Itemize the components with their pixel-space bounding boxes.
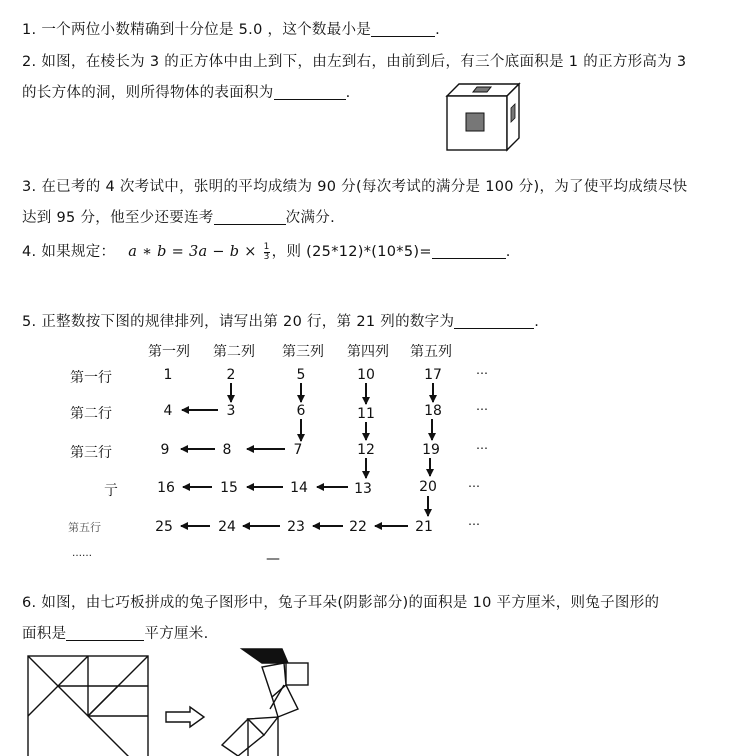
q4-frac-den: 3 — [263, 251, 270, 262]
cell-r5-c1: 25 — [155, 519, 173, 535]
cell-r1-c5: 17 — [424, 367, 442, 383]
cell-r5-c5: 21 — [415, 519, 433, 535]
cell-r2-c4: 11 — [357, 406, 375, 422]
cell-r4-c2: 15 — [220, 480, 238, 496]
row-header-4: 亍 — [104, 483, 118, 499]
cell-r4-c3: 14 — [290, 480, 308, 496]
row-2-ellipsis: … — [476, 399, 488, 413]
cell-r3-c4: 12 — [357, 442, 375, 458]
q4-prefix: 4. 如果规定： — [22, 244, 116, 260]
row-header-1: 第一行 — [70, 370, 112, 386]
cell-r3-c1: 9 — [160, 442, 170, 458]
cell-r5-c4: 22 — [349, 519, 367, 535]
q4-end: . — [505, 244, 511, 260]
cell-r4-c5: 20 — [419, 479, 437, 495]
q1-text: 1. 一个两位小数精确到十分位是 5.0 ，这个数最小是 — [22, 22, 372, 38]
col-header-3: 第三列 — [282, 344, 324, 360]
row-header-3: 第三行 — [70, 445, 112, 461]
cell-r3-c3: 7 — [293, 442, 303, 458]
row-1-ellipsis: … — [476, 363, 488, 377]
tangram-square-figure — [26, 654, 150, 756]
q2-text: 的长方体的洞，则所得物体的表面积为 — [22, 85, 274, 101]
cell-r1-c1: 1 — [163, 367, 173, 383]
question-2-line-1: 2. 如图，在棱长为 3 的正方体中由上到下，由左到右，由前到后，有三个底面积是 1 的正方形高为 3 — [22, 54, 687, 70]
cell-r2-c5: 18 — [424, 403, 442, 419]
q4-mid: ，则 (25*12)*(10*5)= — [271, 244, 432, 260]
row-3-ellipsis: … — [476, 438, 488, 452]
col-header-2: 第二列 — [213, 344, 255, 360]
bottom-dash: — — [266, 551, 280, 567]
cell-r5-c3: 23 — [287, 519, 305, 535]
q5-end: . — [534, 314, 540, 330]
row-header-more: …… — [72, 548, 92, 559]
col-header-4: 第四列 — [347, 344, 389, 360]
cell-r5-c2: 24 — [218, 519, 236, 535]
q1-end: . — [435, 22, 441, 38]
cell-r4-c4: 13 — [354, 481, 372, 497]
cell-r1-c3: 5 — [296, 367, 306, 383]
cell-r2-c1: 4 — [163, 403, 173, 419]
row-header-2: 第二行 — [70, 406, 112, 422]
q2-end: . — [345, 85, 351, 101]
cell-r3-c2: 8 — [222, 442, 232, 458]
question-3-line-1: 3. 在已考的 4 次考试中，张明的平均成绩为 90 分(每次考试的满分是 100 分)，为了使平均成绩尽快 — [22, 179, 688, 195]
question-6-line-1: 6. 如图，由七巧板拼成的兔子图形中，兔子耳朵(阴影部分)的面积是 10 平方厘米，则兔子图形的 — [22, 595, 660, 611]
row-5-ellipsis: … — [468, 514, 480, 528]
q6-answer-blank — [66, 626, 144, 641]
q3-text-a: 达到 95 分，他至少还要连考 — [22, 210, 214, 226]
q6-text-b: 平方厘米. — [144, 626, 209, 642]
q5-text: 5. 正整数按下图的规律排列，请写出第 20 行，第 21 列的数字为 — [22, 314, 455, 330]
q3-text-b: 次满分. — [285, 210, 335, 226]
row-header-5: 第五行 — [68, 521, 101, 534]
cell-r1-c4: 10 — [357, 367, 375, 383]
cell-r2-c2: 3 — [226, 403, 236, 419]
rabbit-tangram-figure — [218, 645, 318, 756]
col-header-5: 第五列 — [410, 344, 452, 360]
q4-formula: a ∗ b = 3a − b × — [128, 244, 257, 260]
row-4-ellipsis: … — [468, 476, 480, 490]
transform-arrow-icon — [164, 705, 206, 729]
q4-frac-num: 1 — [263, 241, 270, 252]
cell-r2-c3: 6 — [296, 403, 306, 419]
cell-r3-c5: 19 — [422, 442, 440, 458]
q6-text-a: 面积是 — [22, 626, 67, 642]
col-header-1: 第一列 — [148, 344, 190, 360]
cell-r1-c2: 2 — [226, 367, 236, 383]
question-6-line-2 — [22, 622, 209, 643]
cell-r4-c1: 16 — [157, 480, 175, 496]
